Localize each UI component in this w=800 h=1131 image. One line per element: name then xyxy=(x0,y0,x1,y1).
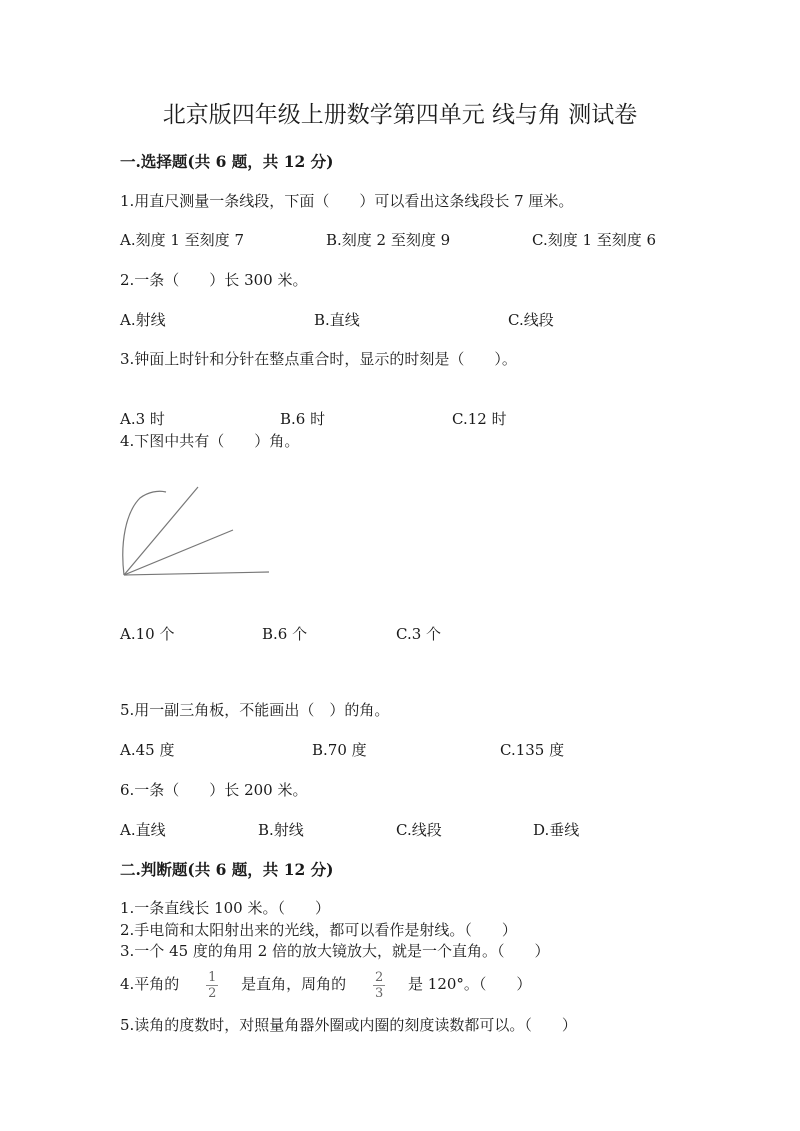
judgment-item-2: 2.手电筒和太阳射出来的光线，都可以看作是射线。（ ） xyxy=(120,921,517,939)
fraction-2-denominator: 3 xyxy=(374,985,384,1001)
question-3-option-c: C.12 时 xyxy=(452,410,507,428)
question-3-option-a: A.3 时 xyxy=(120,410,165,428)
fraction-one-half xyxy=(206,970,218,1001)
question-1-stem: 1.用直尺测量一条线段，下面（ ）可以看出这条线段长 7 厘米。 xyxy=(120,192,574,210)
question-6-option-a: A.直线 xyxy=(120,821,166,839)
judgment-item-4-part3: 是 120°。（ ） xyxy=(408,975,532,993)
judgment-item-3: 3.一个 45 度的角用 2 倍的放大镜放大，就是一个直角。（ ） xyxy=(120,942,550,960)
angle-figure xyxy=(118,482,278,582)
question-5-stem: 5.用一副三角板，不能画出（ ）的角。 xyxy=(120,701,390,719)
judgment-item-1: 1.一条直线长 100 米。（ ） xyxy=(120,899,330,917)
judgment-item-4-part1: 4.平角的 xyxy=(120,975,180,993)
question-1-option-b: B.刻度 2 至刻度 9 xyxy=(326,231,451,249)
judgment-item-4 xyxy=(120,967,531,1001)
fraction-2-numerator: 2 xyxy=(374,969,384,985)
question-5-option-b: B.70 度 xyxy=(312,741,367,759)
question-3-option-b: B.6 时 xyxy=(280,410,326,428)
question-3-stem: 3.钟面上时针和分针在整点重合时，显示的时刻是（ ）。 xyxy=(120,350,517,368)
fraction-1-numerator: 1 xyxy=(208,969,217,985)
question-6-option-d: D.垂线 xyxy=(533,821,580,839)
section-heading-judgment: 二.判断题(共 6 题，共 12 分) xyxy=(120,860,334,879)
question-2-option-b: B.直线 xyxy=(314,311,360,329)
ray-middle xyxy=(124,530,233,575)
question-6-stem: 6.一条（ ）长 200 米。 xyxy=(120,781,308,799)
judgment-item-5: 5.读角的度数时，对照量角器外圈或内圈的刻度读数都可以。（ ） xyxy=(120,1016,577,1034)
ray-upper xyxy=(124,487,198,575)
question-1-option-c: C.刻度 1 至刻度 6 xyxy=(532,231,657,249)
question-4-option-c: C.3 个 xyxy=(396,625,442,643)
page-title: 北京版四年级上册数学第四单元 线与角 测试卷 xyxy=(162,102,638,128)
ray-lower xyxy=(124,572,269,575)
question-2-stem: 2.一条（ ）长 300 米。 xyxy=(120,271,308,289)
question-5-option-a: A.45 度 xyxy=(120,741,175,759)
section-heading-choice: 一.选择题(共 6 题，共 12 分) xyxy=(120,152,334,171)
question-1-option-a: A.刻度 1 至刻度 7 xyxy=(120,231,244,249)
question-5-option-c: C.135 度 xyxy=(500,741,565,759)
question-6-option-b: B.射线 xyxy=(258,821,304,839)
fraction-two-thirds xyxy=(373,970,385,1001)
question-2-option-c: C.线段 xyxy=(508,311,554,329)
question-4-option-b: B.6 个 xyxy=(262,625,308,643)
question-2-option-a: A.射线 xyxy=(120,311,166,329)
question-4-option-a: A.10 个 xyxy=(120,625,175,643)
question-4-stem: 4.下图中共有（ ）角。 xyxy=(120,432,300,450)
question-6-option-c: C.线段 xyxy=(396,821,442,839)
judgment-item-4-part2: 是直角，周角的 xyxy=(241,975,347,993)
fraction-1-denominator: 2 xyxy=(208,985,217,1001)
